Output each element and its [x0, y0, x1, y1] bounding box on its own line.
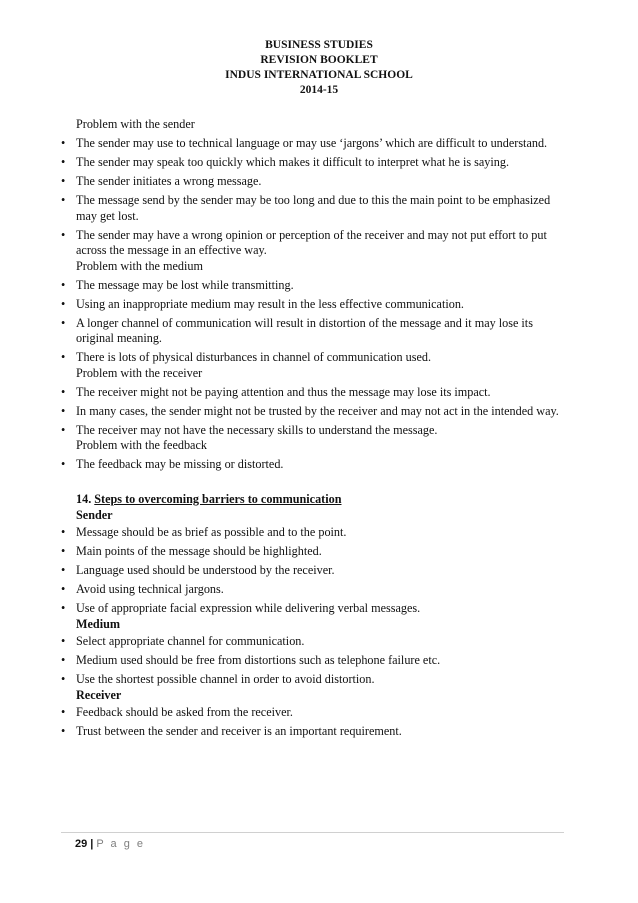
list-item-text: The sender initiates a wrong message. [76, 173, 262, 188]
list-item-text: There is lots of physical disturbances in channel of communication used. [76, 350, 432, 365]
header-booklet: REVISION BOOKLET [260, 54, 378, 66]
list-item-text: Feedback should be asked from the receiver. [76, 705, 293, 720]
list-item-text: A longer channel of communication will result in distortion of the message and it may lose its original meaning. [76, 315, 533, 346]
list-item-text: Medium used should be free from distortions such as telephone failure etc. [76, 653, 441, 668]
list-item-text: Language used should be understood by the receiver. [76, 563, 335, 578]
page-header [0, 38, 638, 98]
list-item [61, 582, 561, 598]
bullet-icon: • [61, 173, 66, 188]
sender-problems-heading: Problem with the sender [76, 117, 195, 131]
bullet-icon: • [61, 705, 66, 720]
list-item-text: The sender may use to technical language or may use ‘jargons’ which are difficult to understand. [76, 135, 548, 150]
list-item [61, 653, 561, 669]
list-item-text: The receiver might not be paying attention and thus the message may lose its impact. [76, 384, 491, 399]
list-item [61, 525, 561, 541]
list-item [61, 457, 561, 473]
list-item-text: The message may be lost while transmitting. [76, 277, 294, 292]
bullet-icon: • [61, 315, 66, 330]
list-item-text: Main points of the message should be highlighted. [76, 544, 322, 559]
list-item-text: In many cases, the sender might not be trusted by the receiver and may not act in the intended way. [76, 403, 559, 418]
bullet-icon: • [61, 563, 66, 578]
list-item [61, 544, 561, 560]
list-item [61, 404, 561, 420]
section-heading [61, 492, 561, 508]
list-item [61, 672, 561, 688]
bullet-icon: • [61, 601, 66, 616]
list-item-text: The receiver may not have the necessary skills to understand the message. [76, 422, 438, 437]
list-item [61, 316, 561, 347]
bullet-icon: • [61, 135, 66, 150]
list-item-text: Message should be as brief as possible and to the point. [76, 525, 347, 540]
list-item-text: Use the shortest possible channel in order to avoid distortion. [76, 672, 375, 687]
list-item [61, 563, 561, 579]
list-item [61, 174, 561, 190]
bullet-icon: • [61, 457, 66, 472]
bullet-icon: • [61, 582, 66, 597]
feedback-problems-heading: Problem with the feedback [76, 438, 207, 453]
bullet-icon: • [61, 634, 66, 649]
list-item [61, 228, 561, 259]
bullet-icon: • [61, 227, 66, 242]
medium-problems-heading: Problem with the medium [76, 258, 203, 273]
section-number: 14. [76, 491, 92, 506]
bullet-icon: • [61, 653, 66, 668]
list-item [61, 423, 561, 439]
spacer [61, 476, 561, 492]
bullet-icon: • [61, 192, 66, 207]
footer-separator: | [90, 838, 94, 850]
bullet-icon: • [61, 672, 66, 687]
footer-divider [61, 832, 564, 833]
bullet-icon: • [61, 403, 66, 418]
bullet-icon: • [61, 384, 66, 399]
page-word: P a g e [96, 838, 145, 850]
page-content [61, 117, 561, 743]
list-item-text: The message send by the sender may be too long and due to this the main point to be emphasized may get lost. [76, 192, 551, 223]
bullet-icon: • [61, 277, 66, 292]
subheading-medium: Medium [76, 616, 121, 631]
list-item [61, 601, 561, 617]
page-number: 29 [75, 838, 88, 850]
list-item-text: Using an inappropriate medium may result in the less effective communication. [76, 296, 464, 311]
bullet-icon: • [61, 724, 66, 739]
page-footer [75, 838, 145, 850]
list-item [61, 634, 561, 650]
receiver-problems-heading: Problem with the receiver [76, 365, 203, 380]
list-item-text: The sender may speak too quickly which makes it difficult to interpret what he is saying. [76, 154, 510, 169]
header-subject: BUSINESS STUDIES [265, 39, 373, 51]
list-item-text: The feedback may be missing or distorted. [76, 457, 284, 472]
subheading-receiver: Receiver [76, 687, 122, 702]
list-item [61, 136, 561, 152]
list-item [61, 724, 561, 740]
bullet-icon: • [61, 544, 66, 559]
list-item [61, 350, 561, 366]
bullet-icon: • [61, 154, 66, 169]
list-item-text: Trust between the sender and receiver is an important requirement. [76, 724, 402, 739]
list-item-text: Avoid using technical jargons. [76, 582, 224, 597]
bullet-icon: • [61, 422, 66, 437]
subheading-sender: Sender [76, 507, 113, 522]
section-title: Steps to overcoming barriers to communication [94, 491, 342, 506]
list-item-text: The sender may have a wrong opinion or perception of the receiver and may not put effort to put across the message in an effective way. [76, 227, 547, 258]
list-item-text: Use of appropriate facial expression while delivering verbal messages. [76, 601, 421, 616]
header-year: 2014-15 [299, 84, 339, 96]
list-item [61, 705, 561, 721]
bullet-icon: • [61, 350, 66, 365]
header-school: INDUS INTERNATIONAL SCHOOL [225, 69, 413, 81]
bullet-icon: • [61, 296, 66, 311]
list-item [61, 193, 561, 224]
list-item [61, 278, 561, 294]
list-item-text: Select appropriate channel for communication. [76, 634, 305, 649]
list-item [61, 385, 561, 401]
bullet-icon: • [61, 525, 66, 540]
list-item [61, 297, 561, 313]
list-item [61, 155, 561, 171]
